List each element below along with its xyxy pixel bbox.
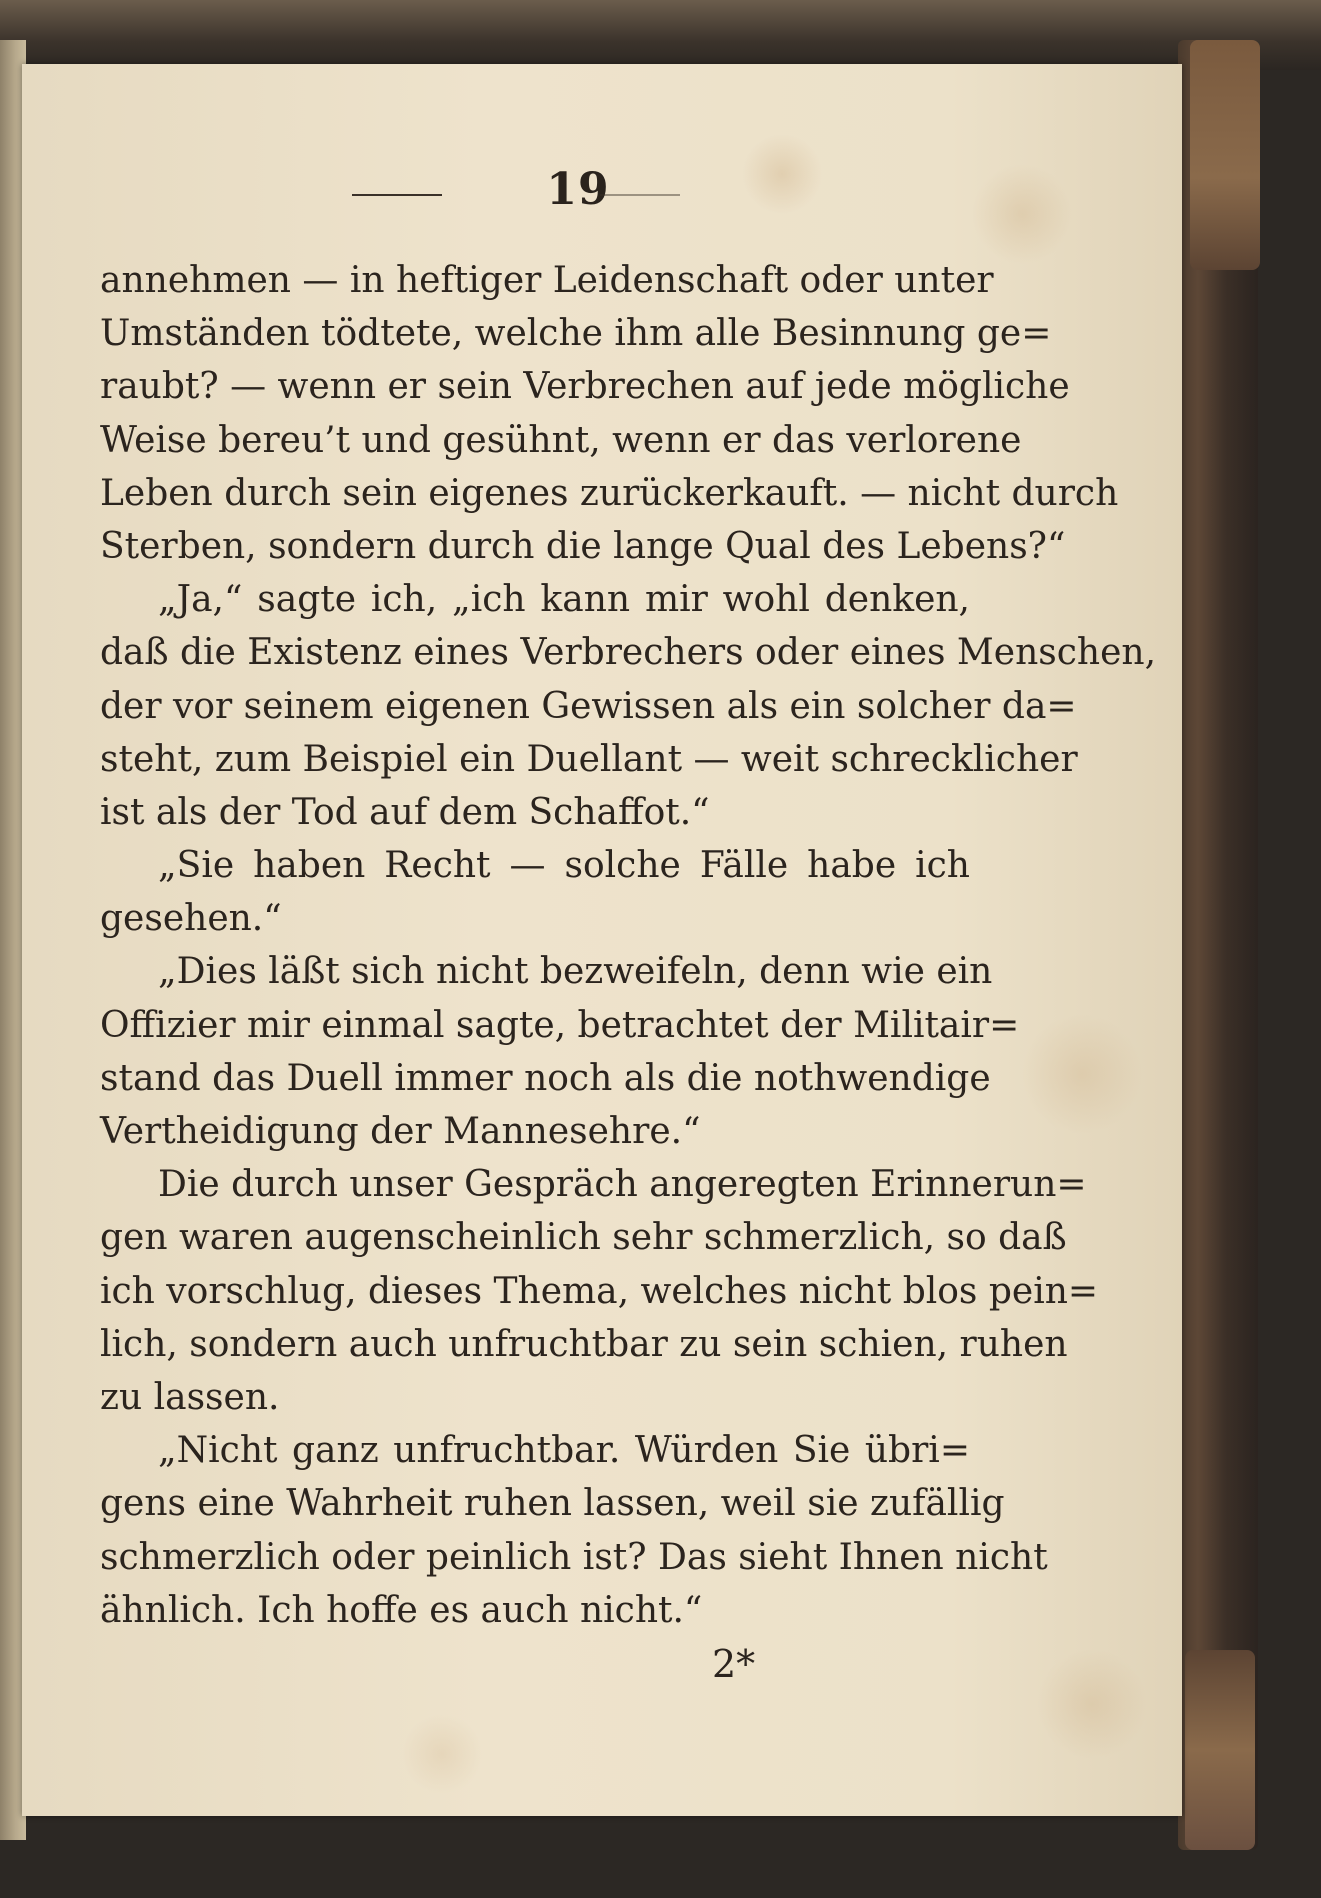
text-line: lich, sondern auch unfruchtbar zu sein schien, ruhen — [100, 1323, 1068, 1365]
header-rule-right — [600, 194, 680, 196]
page-number: 19 — [546, 164, 610, 215]
text-line: zu lassen. — [100, 1376, 280, 1418]
printer-signature-mark: 2* — [712, 1642, 756, 1686]
text-line: Sterben, sondern durch die lange Qual des Lebens?“ — [100, 525, 1066, 567]
leather-corner-bottom — [1185, 1650, 1255, 1850]
text-line: Vertheidigung der Mannesehre.“ — [100, 1111, 701, 1152]
text-line: Die durch unser Gespräch angeregten Erinnerun= — [158, 1164, 1087, 1206]
text-line: ist als der Tod auf dem Schaffot.“ — [100, 791, 710, 833]
text-line: daß die Existenz eines Verbrechers oder eines Menschen, — [100, 632, 1157, 674]
text-line: steht, zum Beispiel ein Duellant — weit schrecklicher — [100, 738, 1078, 780]
text-line: raubt? — wenn er sein Verbrechen auf jede mögliche — [100, 366, 1070, 408]
text-line: stand das Duell immer noch als die nothwendige — [100, 1057, 991, 1099]
text-line: gens eine Wahrheit ruhen lassen, weil sie zufällig — [100, 1483, 1005, 1525]
book-page — [22, 64, 1182, 1816]
text-line: Umständen tödtete, welche ihm alle Besinnung ge= — [100, 313, 1052, 355]
text-line: Leben durch sein eigenes zurückerkauft. — nicht durch — [100, 472, 1119, 514]
text-line: „Nicht ganz unfruchtbar. Würden Sie übri= — [158, 1430, 970, 1472]
text-line: „Ja,“ sagte ich, „ich kann mir wohl denken, — [158, 579, 970, 621]
text-line: Weise bereu’t und gesühnt, wenn er das verlorene — [100, 419, 1022, 461]
text-line: „Dies läßt sich nicht bezweifeln, denn wie ein — [158, 951, 993, 993]
text-line: schmerzlich oder peinlich ist? Das sieht Ihnen nicht — [100, 1536, 1048, 1578]
text-line: Offizier mir einmal sagte, betrachtet der Militair= — [100, 1004, 1020, 1046]
book-cover-right-edge — [1178, 40, 1258, 1850]
text-line: gesehen.“ — [100, 898, 282, 940]
text-line: ähnlich. Ich hoffe es auch nicht.“ — [100, 1589, 703, 1631]
text-line: der vor seinem eigenen Gewissen als ein solcher da= — [100, 685, 1077, 727]
text-line: annehmen — in heftiger Leidenschaft oder unter — [100, 260, 994, 301]
leather-corner-top — [1190, 40, 1260, 270]
text-line: gen waren augenscheinlich sehr schmerzlich, so daß — [100, 1217, 1067, 1259]
text-line: „Sie haben Recht — solche Fälle habe ich — [158, 845, 970, 887]
body-text — [100, 254, 1157, 1637]
book-cover-top-edge — [0, 0, 1321, 70]
text-line: ich vorschlug, dieses Thema, welches nicht blos pein= — [100, 1270, 1099, 1312]
